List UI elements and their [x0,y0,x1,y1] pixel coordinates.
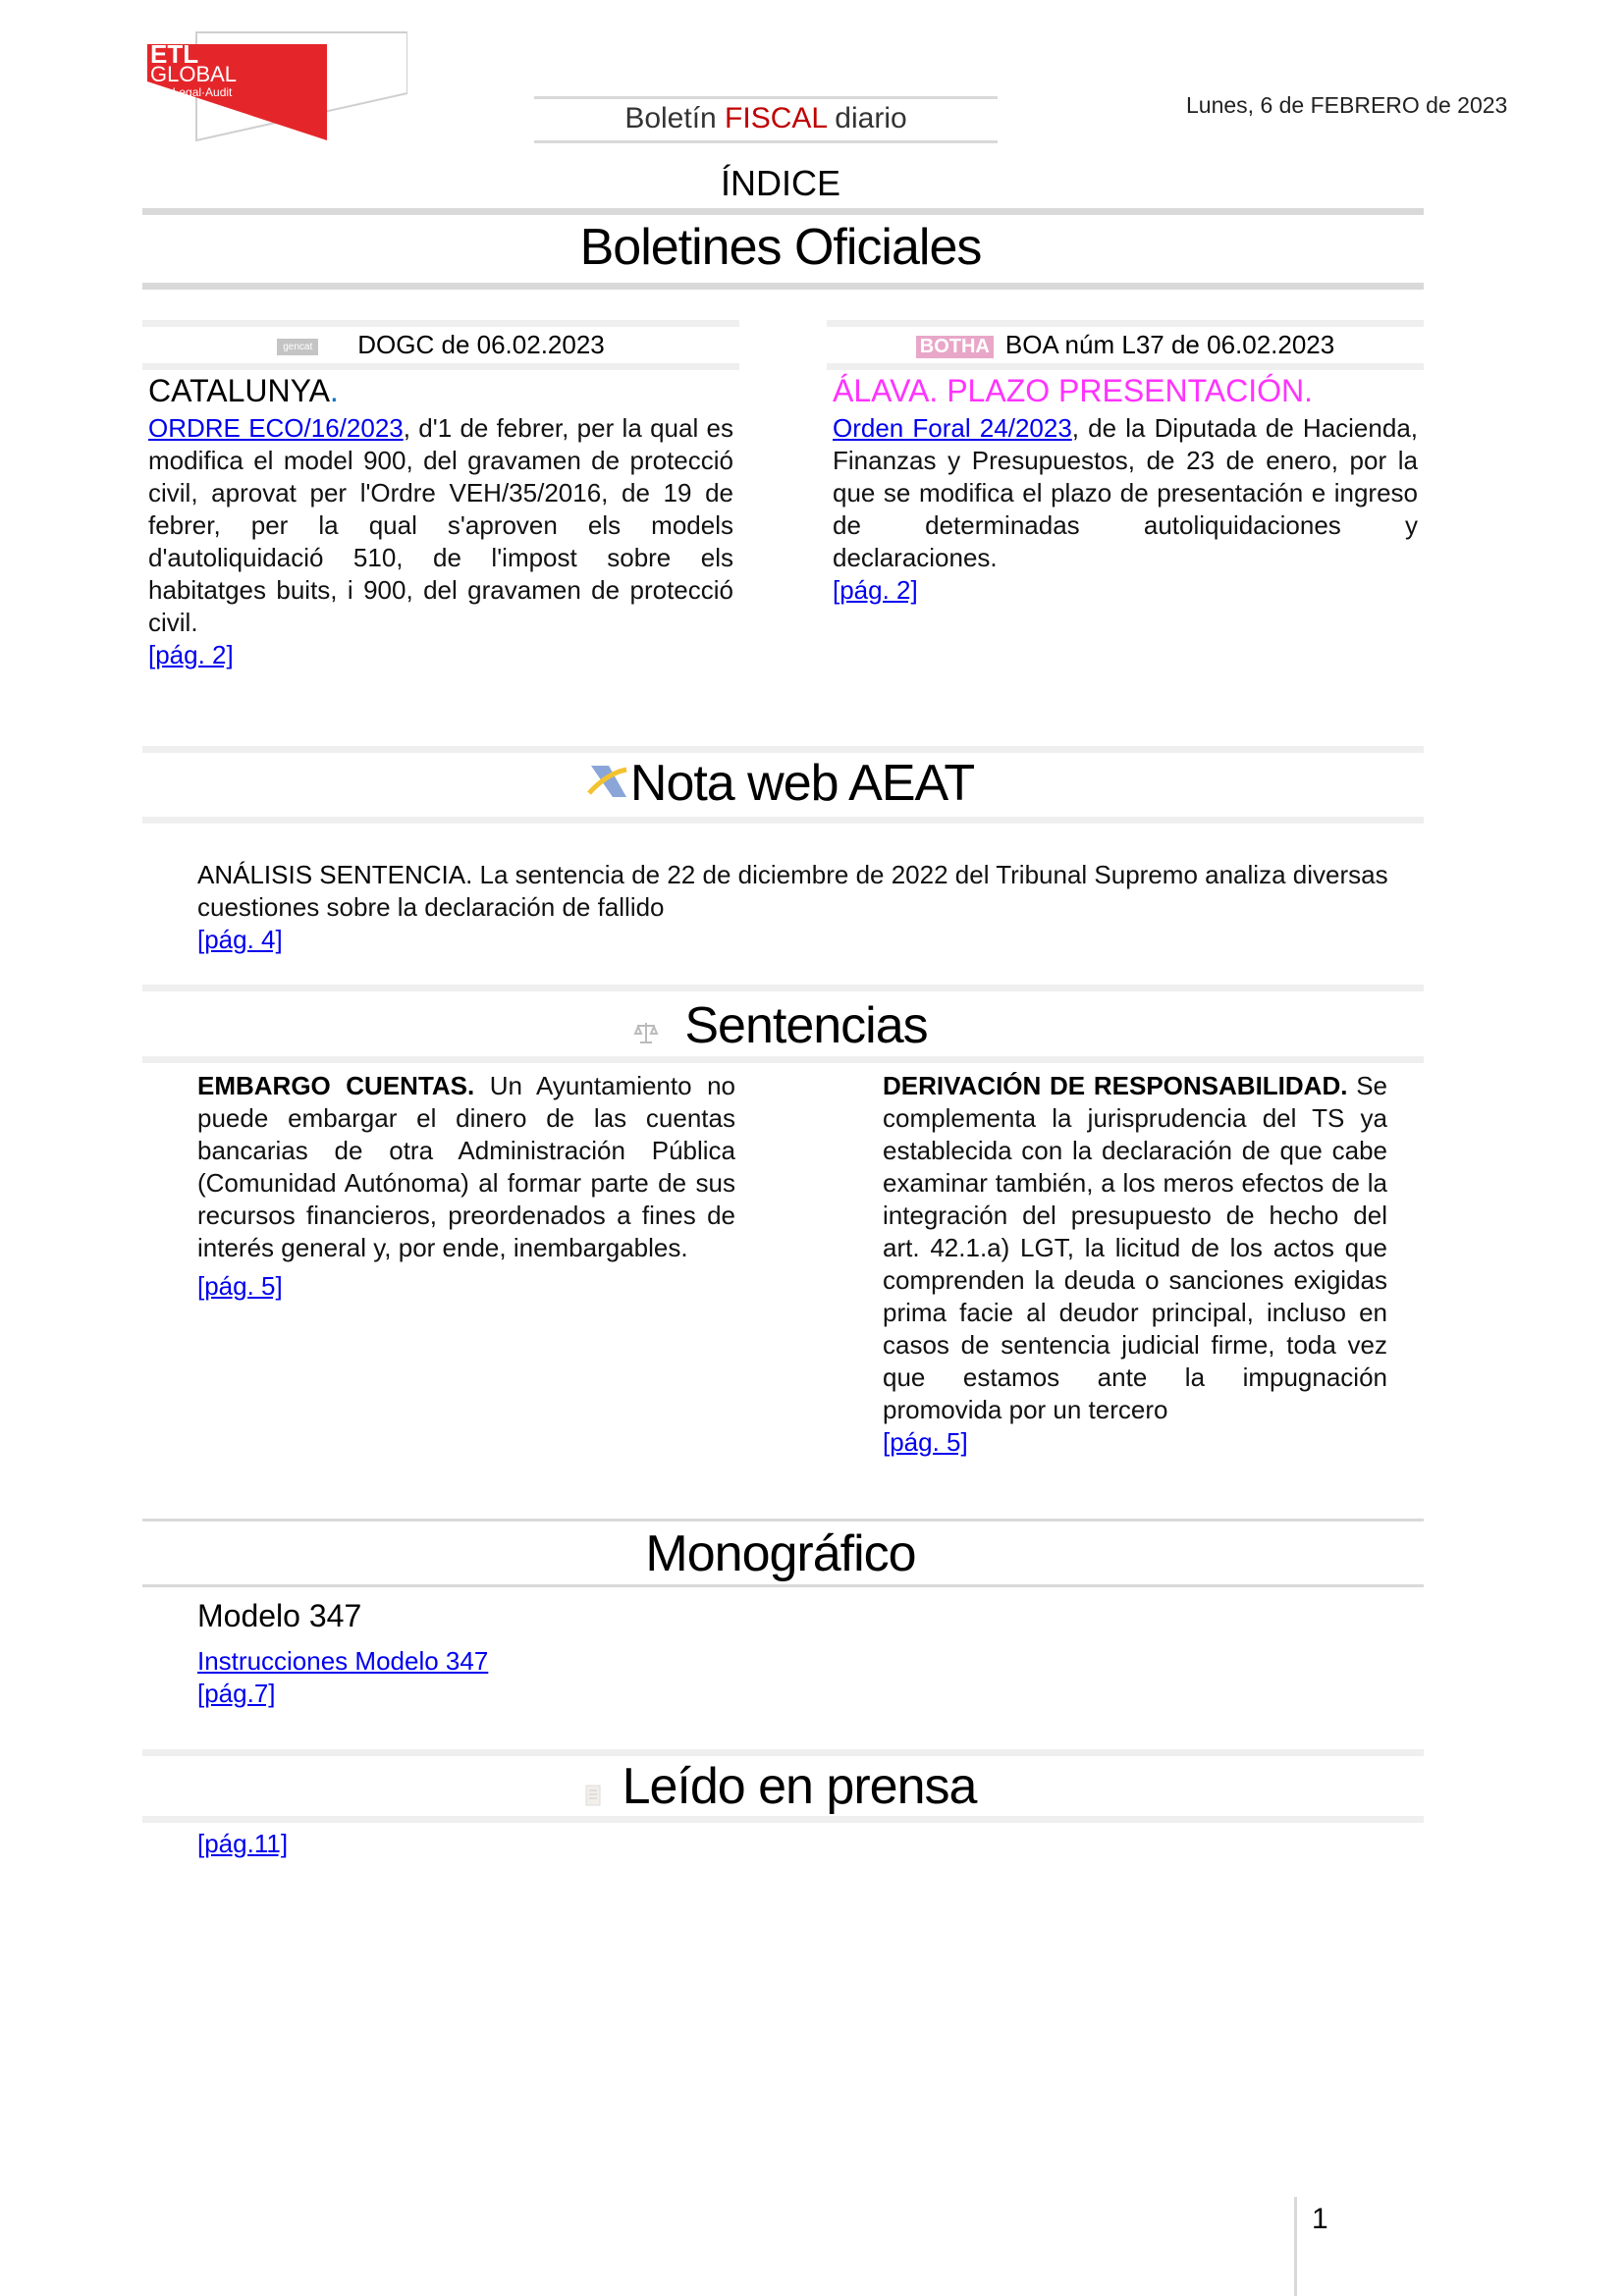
aeat-logo-icon [587,757,630,816]
etl-logo [142,25,407,147]
aeat-title-text: Nota web AEAT [629,755,975,812]
sentencia-right-text: Se complementa la jurisprudencia del TS ya establecida con la declaración de que cabe examinar también, a los meros efectos de la integración del presupuesto de hecho del art. 42.1.a) LGT, la licitud de los actos que comprenden la deuda o sanciones exigidas prima facie al deudor principal, incluso en casos de sentencia judicial firme, toda vez que estamos ante la impugnación promovida por un tercero [883,1071,1387,1424]
sentencia-right-heading: DERIVACIÓN DE RESPONSABILIDAD. [883,1071,1348,1100]
botha-badge: BOTHA [916,336,994,358]
dogc-entry [148,412,733,671]
section-rule [142,283,1424,290]
section-title-boletines: Boletines Oficiales [579,219,982,276]
boa-header [827,330,1424,365]
dogc-source: DOGC de 06.02.2023 [357,330,605,359]
section-title-prensa [142,1757,1419,1819]
boa-entry [833,412,1418,607]
page-link[interactable]: [pág. 2] [833,575,918,605]
page-link[interactable]: [pág. 5] [883,1427,968,1457]
section-rule [142,1584,1424,1587]
sentencia-left-heading: EMBARGO CUENTAS. [197,1071,475,1100]
section-rule [142,1816,1424,1823]
column-rule [827,363,1424,370]
page-link[interactable]: [pág.11] [197,1829,289,1858]
boa-entry-text: , de la Diputada de Hacienda, Finanzas y Presupuestos, de 23 de enero, por la que se modifica el plazo de presentación e ingreso de determinadas autoliquidaciones y declaraciones. [833,413,1418,572]
index-label: ÍNDICE [720,163,840,203]
sentencias-title-text: Sentencias [684,997,928,1054]
section-rule [142,208,1424,215]
page-link[interactable]: [pág. 2] [148,640,234,669]
prensa-links [197,1828,288,1860]
sentencia-left-text: Un Ayuntamiento no puede embargar el dinero de las cuentas bancarias de otra Administración Pública (Comunidad Autónoma) al formar parte de sus recursos financieros, preordenados a fines de interés general y, por ende, inembargables. [197,1071,735,1262]
scales-icon [633,999,659,1058]
region-dot: . [329,373,339,408]
section-title-monografico: Monográfico [645,1525,916,1582]
bulletin-title-part3: diario [826,102,907,134]
bulletin-title-fiscal: FISCAL [725,102,827,134]
aeat-entry [197,859,1419,956]
section-rule [142,1749,1424,1756]
sentencia-left [197,1070,735,1303]
boa-source: BOA núm L37 de 06.02.2023 [1004,330,1335,359]
dogc-header [142,330,739,365]
monografico-subtitle: Modelo 347 [197,1598,362,1633]
page-link[interactable]: [pág.7] [197,1679,276,1708]
title-rule-top [534,96,998,99]
bulletin-title-part1: Boletín [624,102,726,134]
ordre-eco-link[interactable]: ORDRE ECO/16/2023 [148,413,404,443]
page-link[interactable]: [pág. 5] [197,1271,283,1301]
aeat-heading: ANÁLISIS SENTENCIA. [197,860,473,889]
sentencia-right [883,1070,1387,1459]
logo-line2: GLOBAL [150,62,238,86]
issue-date: Lunes, 6 de FEBRERO de 2023 [1186,92,1508,118]
gencat-badge: gencat [277,339,318,355]
aeat-text: La sentencia de 22 de diciembre de 2022 del Tribunal Supremo analiza diversas cuestiones sobre la declaración de fallido [197,860,1388,922]
section-rule [142,1519,1424,1522]
logo-line1: ETL [150,39,199,69]
prensa-title-text: Leído en prensa [622,1758,977,1815]
title-rule-bottom [534,140,998,143]
bulletin-title [534,102,998,135]
monografico-links [197,1645,488,1710]
region-catalunya [148,373,339,409]
region-label: CATALUNYA [148,373,330,408]
newspaper-icon [585,1760,601,1819]
page-link[interactable]: [pág. 4] [197,925,283,954]
column-rule [827,320,1424,327]
section-rule [142,746,1424,753]
footer-divider [1294,2197,1297,2296]
instrucciones-modelo-347-link[interactable]: Instrucciones Modelo 347 [197,1646,489,1676]
section-title-sentencias [142,996,1419,1058]
page-number: 1 [1312,2203,1328,2235]
section-rule [142,1056,1424,1063]
dogc-entry-text: , d'1 de febrer, per la qual es modifica el model 900, del gravamen de protecció civil, aprovat per l'Ordre VEH/35/2016, de 19 de febrer, per la qual s'aproven els models d'autoliquidació 510, de l'impost sobre els habitatges buits, i 900, del gravamen de protecció civil. [148,413,734,637]
logo-line3: Tax·Legal·Audit [150,85,233,99]
section-title-aeat [142,754,1419,816]
orden-foral-link[interactable]: Orden Foral 24/2023 [833,413,1072,443]
column-rule [142,320,739,327]
column-rule [142,363,739,370]
section-rule [142,985,1424,991]
section-rule [142,817,1424,824]
region-alava: ÁLAVA. PLAZO PRESENTACIÓN. [833,373,1314,408]
